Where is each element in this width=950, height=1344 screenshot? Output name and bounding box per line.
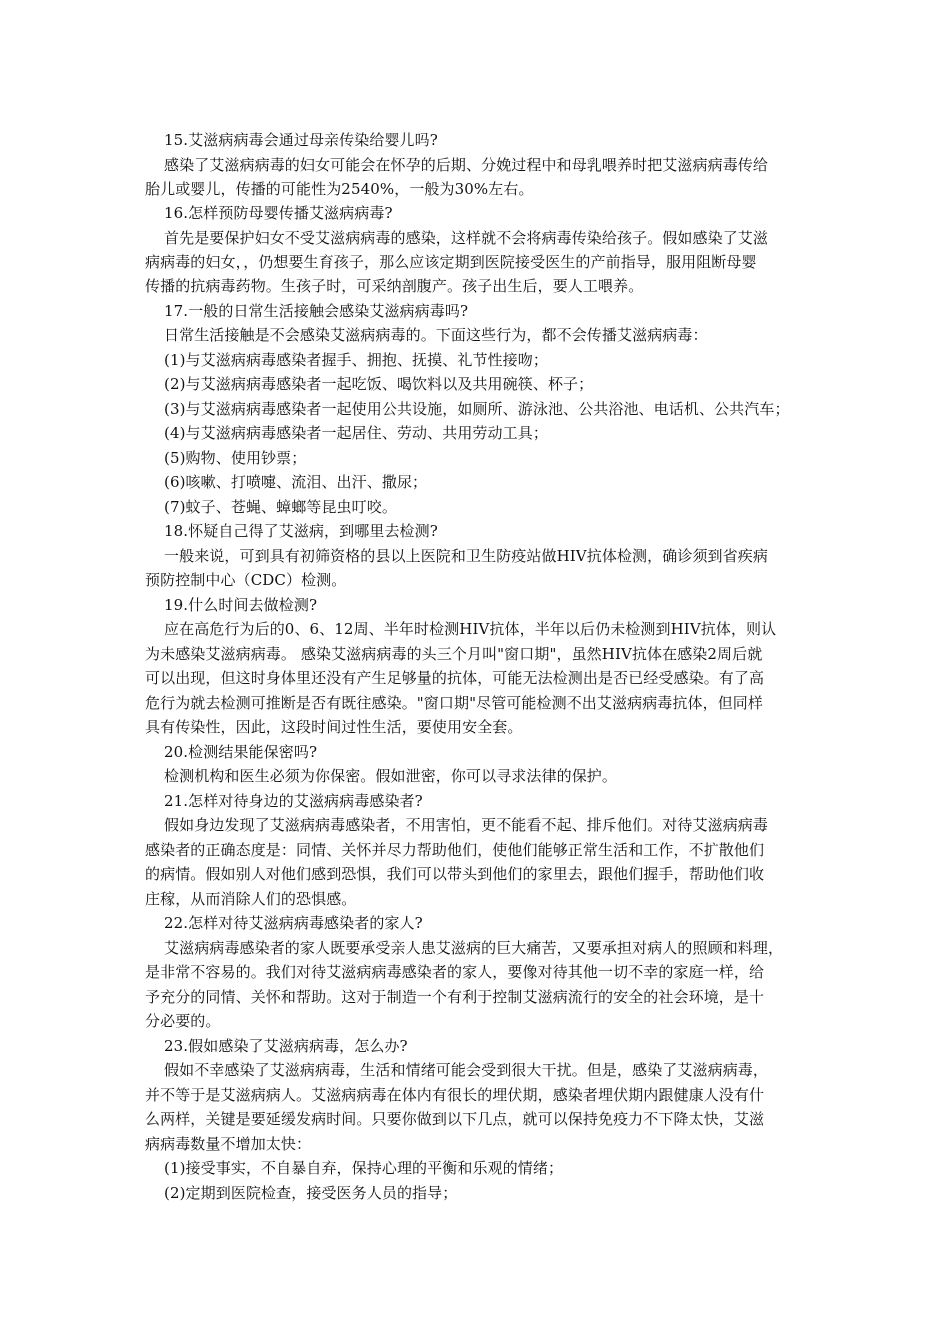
question-heading: 16.怎样预防母婴传播艾滋病病毒? [164, 204, 393, 222]
list-item: (2)定期到医院检查，接受医务人员的指导； [164, 1184, 458, 1202]
answer-line: 感染了艾滋病病毒的妇女可能会在怀孕的后期、分娩过程中和母乳喂养时把艾滋病病毒传给 [164, 156, 769, 174]
answer-line: 检测机构和医生必须为你保密。假如泄密，你可以寻求法律的保护。 [164, 767, 618, 785]
list-item: (2)与艾滋病病毒感染者一起吃饭、喝饮料以及共用碗筷、杯子； [164, 375, 594, 393]
answer-line: 病病毒的妇女，，仍想要生育孩子，那么应该定期到医院接受医生的产前指导，服用阻断母婴 [145, 253, 757, 271]
answer-line: 应在高危行为后的0、6、12周、半年时检测HIV抗体，半年以后仍未检测到HIV抗体，则认 [164, 620, 777, 638]
question-heading: 15.艾滋病病毒会通过母亲传染给婴儿吗? [164, 131, 438, 149]
list-item: (6)咳嗽、打喷嚏、流泪、出汗、撒尿； [164, 473, 428, 491]
question-heading: 18.怀疑自己得了艾滋病，到哪里去检测? [164, 522, 438, 540]
answer-line: 危行为就去检测可推断是否有既往感染。"窗口期"尽管可能检测不出艾滋病病毒抗体，但同样 [145, 694, 764, 712]
answer-line: 为未感染艾滋病病毒。 感染艾滋病病毒的头三个月叫"窗口期"，虽然HIV抗体在感染2周后就 [145, 645, 763, 663]
question-heading: 19.什么时间去做检测? [164, 596, 318, 614]
list-item: (5)购物、使用钞票； [164, 449, 307, 467]
question-heading: 23.假如感染了艾滋病病毒，怎么办? [164, 1037, 408, 1055]
answer-line: 一般来说，可到具有初筛资格的县以上医院和卫生防疫站做HIV抗体检测，确诊须到省疾病 [164, 547, 768, 565]
list-item: (7)蚊子、苍蝇、蟑螂等昆虫叮咬。 [164, 498, 397, 516]
answer-line: 首先是要保护妇女不受艾滋病病毒的感染，这样就不会将病毒传染给孩子。假如感染了艾滋 [164, 229, 769, 247]
question-heading: 17.一般的日常生活接触会感染艾滋病病毒吗? [164, 302, 469, 320]
answer-line: 具有传染性，因此，这段时间过性生活，要使用安全套。 [145, 718, 523, 736]
answer-line: 感染者的正确态度是：同情、关怀并尽力帮助他们，使他们能够正常生活和工作，不扩散他们 [145, 841, 765, 859]
answer-line: 假如不幸感染了艾滋病病毒，生活和情绪可能会受到很大干扰。但是，感染了艾滋病病毒， [164, 1061, 769, 1079]
list-item: (1)接受事实，不自暴自弃，保持心理的平衡和乐观的情绪； [164, 1159, 564, 1177]
list-item: (3)与艾滋病病毒感染者一起使用公共设施，如厕所、游泳池、公共浴池、电话机、公共汽车； [164, 400, 790, 418]
question-heading: 21.怎样对待身边的艾滋病病毒感染者? [164, 792, 423, 810]
answer-line: 予充分的同情、关怀和帮助。这对于制造一个有利于控制艾滋病流行的安全的社会环境，是十 [145, 988, 765, 1006]
answer-line: 传播的抗病毒药物。生孩子时，可采纳剖腹产。孩子出生后，要人工喂养。 [145, 277, 644, 295]
answer-line: 胎儿或婴儿，传播的可能性为2540%，一般为30%左右。 [145, 180, 534, 198]
question-heading: 22.怎样对待艾滋病病毒感染者的家人? [164, 914, 423, 932]
answer-line: 么两样，关键是要延缓发病时间。只要你做到以下几点，就可以保持免疫力不下降太快，艾滋 [145, 1110, 765, 1128]
list-item: (4)与艾滋病病毒感染者一起居住、劳动、共用劳动工具； [164, 424, 548, 442]
list-item: (1)与艾滋病病毒感染者握手、拥抱、抚摸、礼节性接吻； [164, 351, 548, 369]
answer-line: 分必要的。 [145, 1012, 221, 1030]
answer-line: 是非常不容易的。我们对待艾滋病病毒感染者的家人，要像对待其他一切不幸的家庭一样，给 [145, 963, 765, 981]
question-heading: 20.检测结果能保密吗? [164, 743, 318, 761]
answer-line: 日常生活接触是不会感染艾滋病病毒的。下面这些行为，都不会传播艾滋病病毒： [164, 326, 708, 344]
answer-line: 可以出现，但这时身体里还没有产生足够量的抗体，可能无法检测出是否已经受感染。有了高 [145, 669, 765, 687]
answer-line: 病病毒数量不增加太快： [145, 1135, 312, 1153]
answer-line: 假如身边发现了艾滋病病毒感染者，不用害怕，更不能看不起、排斥他们。对待艾滋病病毒 [164, 816, 769, 834]
answer-line: 艾滋病病毒感染者的家人既要承受亲人患艾滋病的巨大痛苦，又要承担对病人的照顾和料理， [164, 939, 784, 957]
answer-line: 并不等于是艾滋病病人。艾滋病病毒在体内有很长的埋伏期，感染者埋伏期内跟健康人没有什 [145, 1086, 765, 1104]
answer-line: 庄稼，从而消除人们的恐惧感。 [145, 890, 357, 908]
answer-line: 预防控制中心（CDC）检测。 [145, 571, 347, 589]
answer-line: 的病情。假如别人对他们感到恐惧，我们可以带头到他们的家里去，跟他们握手，帮助他们收 [145, 865, 765, 883]
